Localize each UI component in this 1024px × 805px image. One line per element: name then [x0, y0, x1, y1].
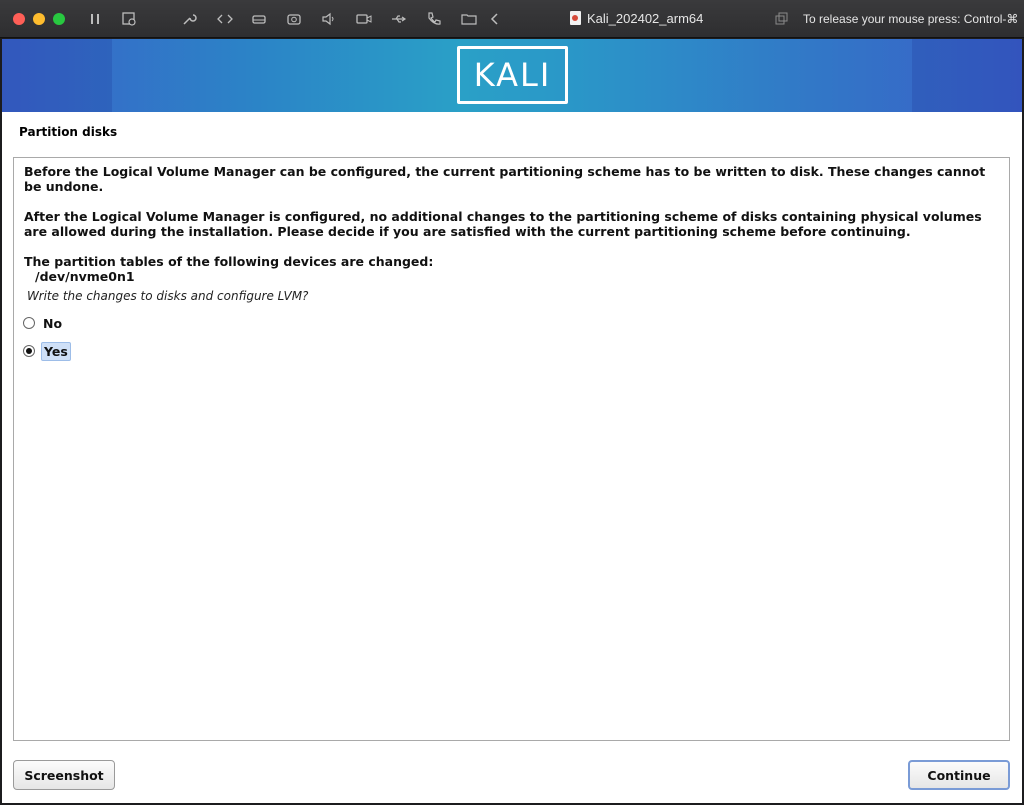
- device-path: /dev/nvme0n1: [35, 269, 135, 284]
- code-arrows-icon[interactable]: [216, 10, 234, 28]
- radio-no[interactable]: [23, 317, 35, 329]
- settings-wrench-icon[interactable]: [180, 10, 198, 28]
- fullscreen-icon[interactable]: [772, 10, 790, 28]
- banner-shade-right: [912, 39, 1022, 112]
- close-window-button[interactable]: [13, 13, 25, 25]
- info-paragraph-2: After the Logical Volume Manager is configured, no additional changes to the partitioning scheme of disks containing physical volumes are allowed during the installation. Please decide if you are satisfied with the current partitioning scheme before continuing.: [24, 209, 982, 239]
- option-yes-label[interactable]: Yes: [41, 342, 71, 361]
- video-icon[interactable]: [355, 10, 373, 28]
- audio-icon[interactable]: [320, 10, 338, 28]
- banner-shade-left: [2, 39, 112, 112]
- snapshot-icon[interactable]: [120, 10, 138, 28]
- option-no[interactable]: [23, 314, 64, 332]
- continue-button[interactable]: Continue: [908, 760, 1010, 790]
- radio-yes[interactable]: [23, 345, 35, 357]
- minimize-window-button[interactable]: [33, 13, 45, 25]
- option-no-label[interactable]: No: [43, 315, 63, 331]
- vm-document-icon: [570, 11, 581, 25]
- window-title: Kali_202402_arm64: [587, 11, 704, 26]
- question-prompt: Write the changes to disks and configure LVM?: [27, 289, 309, 303]
- screenshot-button[interactable]: Screenshot: [13, 760, 115, 790]
- kali-logo: KALI: [457, 46, 568, 104]
- info-paragraph-1: Before the Logical Volume Manager can be configured, the current partitioning scheme has to be written to disk. These changes cannot be undone.: [24, 164, 986, 194]
- disk-icon[interactable]: [250, 10, 268, 28]
- page-title: Partition disks: [19, 125, 118, 139]
- shared-folder-icon[interactable]: [460, 10, 478, 28]
- vm-screen[interactable]: [2, 39, 1022, 803]
- info-paragraph-3: The partition tables of the following devices are changed:: [24, 254, 434, 269]
- maximize-window-button[interactable]: [53, 13, 65, 25]
- installer-content-panel: [13, 157, 1010, 741]
- option-yes[interactable]: [23, 342, 71, 360]
- kali-banner: [2, 39, 1022, 112]
- camera-icon[interactable]: [285, 10, 303, 28]
- pause-icon[interactable]: [86, 10, 104, 28]
- vm-title-bar: [0, 0, 1024, 38]
- usb-icon[interactable]: [390, 10, 408, 28]
- back-icon[interactable]: [486, 10, 504, 28]
- phone-icon[interactable]: [425, 10, 443, 28]
- mouse-release-hint: To release your mouse press: Control-⌘: [803, 12, 1019, 26]
